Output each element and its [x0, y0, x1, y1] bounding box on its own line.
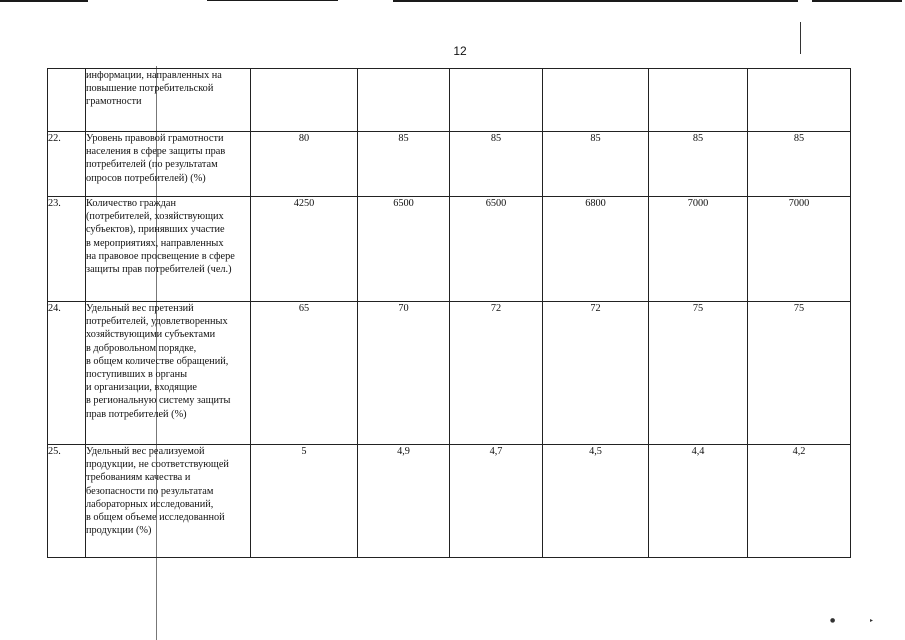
description-line: в общем объеме исследованной	[86, 512, 225, 524]
indicators-table	[47, 68, 851, 558]
description-line: повышение потребительской	[86, 83, 214, 95]
value-cell: 4,4	[649, 445, 748, 558]
description-line: населения в сфере защиты прав	[86, 146, 226, 158]
description-line: в общем количестве обращений,	[86, 355, 229, 367]
description-line: и организации, входящие	[86, 382, 197, 394]
value-cell: 85	[450, 132, 543, 197]
description-line: Уровень правовой грамотности	[86, 133, 224, 144]
value-cell: 85	[543, 132, 649, 197]
value-cell: 6500	[450, 197, 543, 302]
indicator-description	[86, 197, 251, 302]
description-line: (потребителей, хозяйствующих	[86, 211, 224, 223]
indicator-description	[86, 132, 251, 197]
indicator-description	[86, 69, 251, 132]
description-line: защиты прав потребителей (чел.)	[86, 264, 232, 276]
row-number: 25.	[48, 445, 86, 558]
description-line: Удельный вес претензий	[86, 303, 194, 314]
description-line: хозяйствующими субъектами	[86, 329, 216, 341]
description-line: субъектов), принявших участие	[86, 224, 225, 236]
value-cell: 4250	[251, 197, 358, 302]
table-row	[48, 132, 851, 197]
description-line: требованиям качества и	[86, 472, 191, 484]
value-cell	[251, 69, 358, 132]
description-line: прав потребителей (%)	[86, 408, 187, 420]
value-cell: 5	[251, 445, 358, 558]
value-cell: 4,7	[450, 445, 543, 558]
value-cell: 75	[748, 302, 851, 445]
scan-artifact-vline	[800, 22, 801, 54]
description-line: в региональную систему защиты	[86, 395, 231, 407]
value-cell: 4,5	[543, 445, 649, 558]
value-cell: 85	[748, 132, 851, 197]
table-row	[48, 302, 851, 445]
value-cell: 85	[358, 132, 450, 197]
value-cell	[649, 69, 748, 132]
table-row	[48, 197, 851, 302]
scan-mark: ▸	[870, 617, 874, 624]
row-number: 23.	[48, 197, 86, 302]
value-cell: 6500	[358, 197, 450, 302]
row-number: 22.	[48, 132, 86, 197]
value-cell: 72	[543, 302, 649, 445]
description-line: лабораторных исследований,	[86, 498, 214, 510]
value-cell: 7000	[748, 197, 851, 302]
scan-artifact-line	[812, 0, 902, 2]
description-line: продукции (%)	[86, 525, 152, 537]
value-cell: 85	[649, 132, 748, 197]
table-row	[48, 445, 851, 558]
description-line: продукции, не соответствующей	[86, 459, 229, 471]
scan-artifact-line	[207, 0, 338, 1]
indicator-description	[86, 445, 251, 558]
description-line: Удельный вес реализуемой	[86, 446, 205, 457]
value-cell: 75	[649, 302, 748, 445]
scan-artifact-line	[393, 0, 798, 2]
value-cell: 6800	[543, 197, 649, 302]
description-line: поступивших в органы	[86, 369, 187, 381]
scan-artifact-line	[0, 0, 88, 2]
table-row	[48, 69, 851, 132]
description-line: потребителей (по результатам	[86, 159, 218, 171]
value-cell: 70	[358, 302, 450, 445]
description-line: информации, направленных на	[86, 70, 222, 81]
description-line: грамотности	[86, 96, 142, 108]
value-cell: 80	[251, 132, 358, 197]
description-line: потребителей, удовлетворенных	[86, 316, 228, 328]
value-cell: 65	[251, 302, 358, 445]
value-cell: 7000	[649, 197, 748, 302]
value-cell: 72	[450, 302, 543, 445]
description-line: опросов потребителей) (%)	[86, 172, 206, 184]
value-cell: 4,9	[358, 445, 450, 558]
description-line: безопасности по результатам	[86, 485, 214, 497]
page-number: 12	[453, 44, 467, 58]
description-line: Количество граждан	[86, 198, 176, 209]
description-line: в добровольном порядке,	[86, 342, 197, 354]
row-number	[48, 69, 86, 132]
scan-mark: ●	[830, 617, 836, 624]
value-cell	[543, 69, 649, 132]
row-number: 24.	[48, 302, 86, 445]
description-line: в мероприятиях, направленных	[86, 237, 224, 249]
description-line: на правовое просвещение в сфере	[86, 250, 235, 262]
value-cell	[358, 69, 450, 132]
value-cell	[450, 69, 543, 132]
value-cell: 4,2	[748, 445, 851, 558]
value-cell	[748, 69, 851, 132]
indicator-description	[86, 302, 251, 445]
